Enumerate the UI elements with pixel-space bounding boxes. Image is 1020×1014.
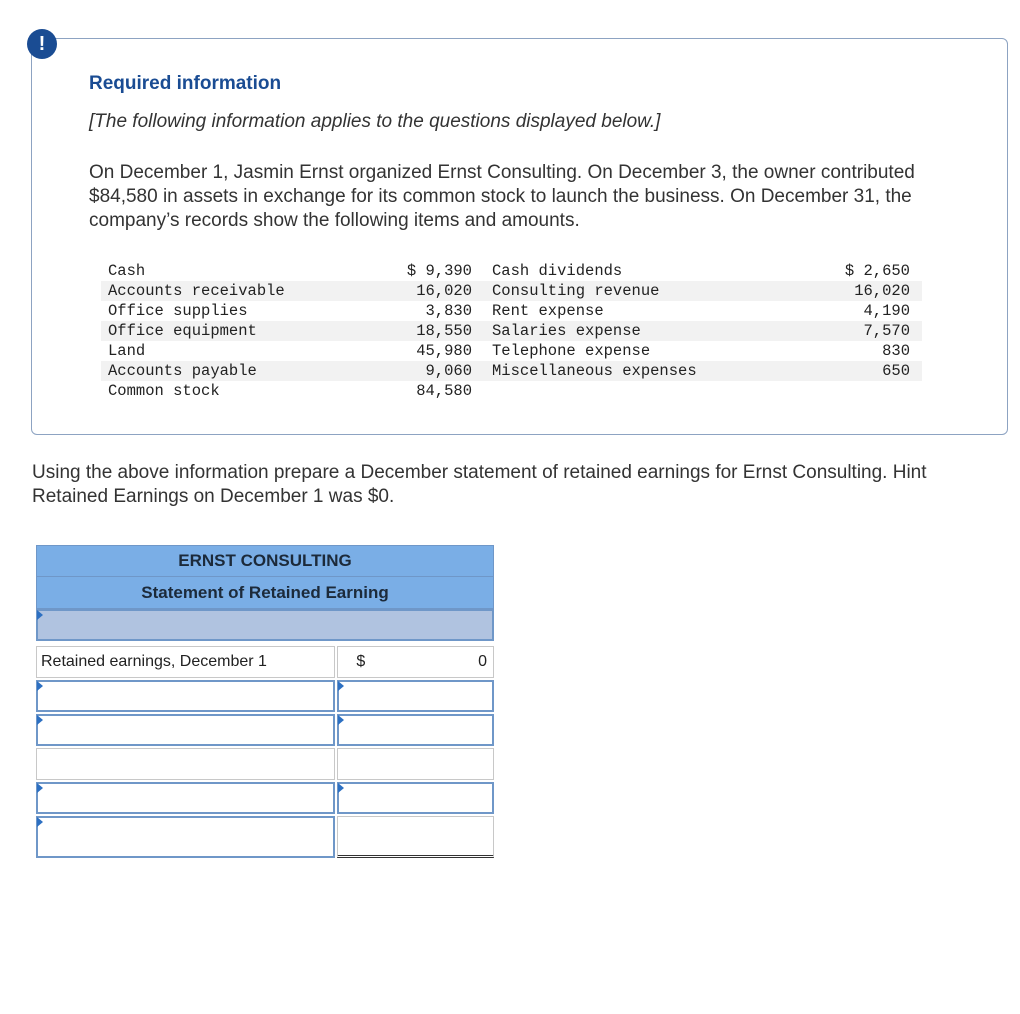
row-3-amount-input[interactable] [337,714,494,746]
account-name: Office supplies [108,302,248,320]
statement-company-name: ERNST CONSULTING [36,545,494,577]
statement-row-4 [36,748,494,780]
account-amount: 9,060 [370,361,492,381]
row-3-label-select[interactable] [36,714,335,746]
dropdown-marker-icon [338,715,344,725]
question-text [32,461,1020,509]
account-name: Office equipment [101,321,370,341]
retained-earnings-dec1-value: 0 [478,653,487,670]
account-amount: 16,020 [794,281,922,301]
account-amount: 4,190 [863,302,910,320]
account-name: Cash dividends [492,262,623,280]
statement-worksheet [36,545,494,858]
statement-row-2 [36,680,494,712]
dropdown-marker-icon [37,783,43,793]
account-name: Accounts receivable [101,281,370,301]
statement-row-5 [36,782,494,814]
currency-symbol: $ [356,653,366,670]
row-6-label-select[interactable] [36,816,335,858]
account-row [101,321,922,341]
row-5-label-select[interactable] [36,782,335,814]
account-name: Salaries expense [492,321,794,341]
dropdown-marker-icon [37,817,43,827]
account-amount: 45,980 [416,342,472,360]
account-row [101,301,922,321]
dropdown-marker-icon [338,681,344,691]
account-amount: 84,580 [416,382,472,400]
question-line-2: Retained Earnings on December 1 was $0. [32,486,395,507]
statement-period-input[interactable] [36,609,494,641]
statement-row-3 [36,714,494,746]
info-note: [The following information applies to the questions displayed below.] [89,111,661,132]
account-row [101,261,922,281]
account-row [101,341,922,361]
account-amount: 18,550 [370,321,492,341]
statement-row-beginning [36,646,494,678]
statement-row-6 [36,816,494,858]
statement-title: Statement of Retained Earning [36,577,494,609]
account-row [101,381,922,401]
required-information-panel [31,38,1008,435]
account-name: Accounts payable [101,361,370,381]
retained-earnings-dec1-amount [337,646,494,678]
account-name: Land [108,342,146,360]
account-amount: 830 [882,342,910,360]
accounts-table [101,261,922,401]
account-name: Miscellaneous expenses [492,361,794,381]
dropdown-marker-icon [37,610,43,620]
row-2-label-select[interactable] [36,680,335,712]
account-name [492,381,794,401]
account-name: Common stock [108,382,220,400]
row-4-amount [337,748,494,780]
alert-icon: ! [27,29,57,59]
account-name: Consulting revenue [492,281,794,301]
retained-earnings-dec1-label: Retained earnings, December 1 [36,646,335,678]
account-amount: 7,570 [794,321,922,341]
row-4-label [36,748,335,780]
info-intro: On December 1, Jasmin Ernst organized Ernst Consulting. On December 3, the owner contributed $84,580 in assets in exchange for its common stock to launch the business. On December 31, the company’s records show the following items and amounts. [89,162,915,231]
row-5-amount-input[interactable] [337,782,494,814]
account-name: Cash [108,262,146,280]
row-2-amount-input[interactable] [337,680,494,712]
dropdown-marker-icon [37,715,43,725]
account-amount: $ 9,390 [406,262,472,280]
account-name: Telephone expense [492,342,651,360]
account-amount: 16,020 [370,281,492,301]
account-amount: $ 2,650 [844,262,910,280]
row-6-total-amount[interactable] [337,816,494,858]
question-line-1: Using the above information prepare a December statement of retained earnings for Ernst Consulting. Hint [32,462,927,483]
account-row [101,361,922,381]
account-amount: 3,830 [425,302,472,320]
dropdown-marker-icon [338,783,344,793]
account-row [101,281,922,301]
account-amount [794,381,922,401]
required-information-title: Required information [89,73,282,94]
dropdown-marker-icon [37,681,43,691]
account-name: Rent expense [492,302,604,320]
account-amount: 650 [794,361,922,381]
